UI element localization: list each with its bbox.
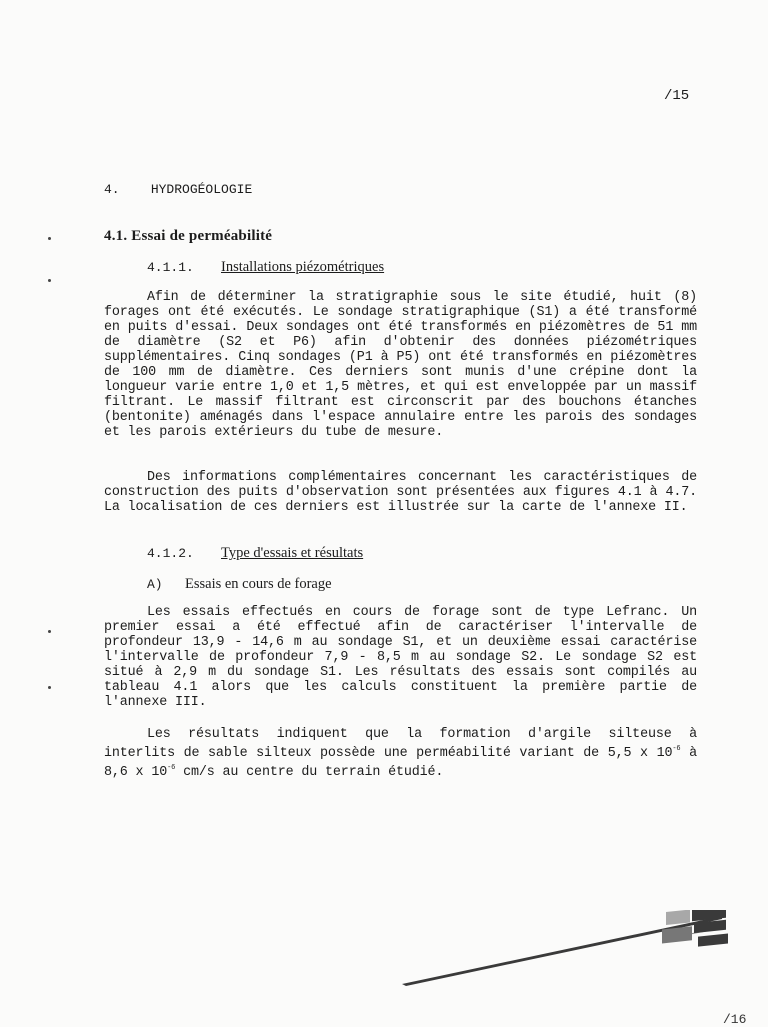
exponent-2: -6 bbox=[167, 764, 176, 772]
section-number: 4. bbox=[104, 182, 120, 197]
item-label: A) bbox=[147, 577, 163, 592]
results-text-c: cm/s au centre du terrain étudié. bbox=[175, 765, 444, 780]
subsection-heading bbox=[104, 228, 272, 245]
item-heading-a bbox=[147, 576, 332, 593]
paragraph-lefranc-tests: Les essais effectués en cours de forage sont de type Lefranc. Un premier essai a été effectué afin de caractériser l'intervalle de profondeur 13,9 - 14,6 m au sondage S1, et un deuxième essai caractérise l'intervalle de profondeur 7,9 - 8,5 m au sondage S2. Le sondage S2 est situé à 2,9 m du sondage S1. Les résultats des essais sont compilés au tableau 4.1 alors que les calculs constituent la première partie de l'annexe III. bbox=[104, 605, 697, 710]
subsubsection-number: 4.1.2. bbox=[147, 546, 194, 561]
subsubsection-heading-411 bbox=[147, 259, 384, 276]
item-title: Essais en cours de forage bbox=[185, 576, 332, 592]
company-logo bbox=[400, 910, 730, 990]
subsubsection-number: 4.1.1. bbox=[147, 260, 194, 275]
page-number: /15 bbox=[664, 88, 690, 104]
subsection-title: Essai de perméabilité bbox=[131, 228, 273, 244]
exponent-1: -6 bbox=[672, 745, 681, 753]
margin-mark bbox=[48, 630, 51, 633]
margin-mark bbox=[48, 237, 51, 240]
results-text-b: à 8,6 x 10 bbox=[104, 746, 697, 780]
section-heading bbox=[104, 182, 252, 197]
paragraph-permeability-results bbox=[104, 727, 697, 780]
paragraph-stratigraphy: Afin de déterminer la stratigraphie sous le site étudié, huit (8) forages ont été exécutés. Le sondage stratigraphique (S1) a été transformé en puits d'essai. Deux sondages ont été transformés en piézomètres de 51 mm de diamètre (S2 et P6) afin d'obtenir des données piézométriques supplémentaires. Cinq sondages (P1 à P5) ont été transformés en piézomètres de 100 mm de diamètre. Ces derniers sont munis d'une crépine dont la longueur varie entre 1,0 et 1,5 mètres, et qui est enveloppée par un massif filtrant. Le massif filtrant est circonscrit par des bouchons étanches (bentonite) aménagés dans l'espace annulaire entre les parois des sondages et les parois extérieurs du tube de mesure. bbox=[104, 290, 697, 440]
logo-block bbox=[666, 910, 690, 925]
results-text-a: Les résultats indiquent que la formation d'argile silteuse à interlits de sable silteux possède une perméabilité variant de 5,5 x 10 bbox=[104, 727, 697, 761]
subsubsection-title: Type d'essais et résultats bbox=[221, 545, 364, 561]
logo-swoosh bbox=[402, 916, 722, 986]
paragraph-complementary-info: Des informations complémentaires concernant les caractéristiques de construction des puits d'observation sont présentées aux figures 4.1 à 4.7. La localisation de ces derniers est illustrée sur la carte de l'annexe II. bbox=[104, 470, 697, 515]
subsection-number: 4.1. bbox=[104, 228, 128, 244]
footer-page-number: /16 bbox=[723, 1012, 747, 1027]
logo-block bbox=[698, 934, 728, 947]
subsubsection-title: Installations piézométriques bbox=[221, 259, 385, 275]
subsubsection-heading-412 bbox=[147, 545, 363, 562]
margin-mark bbox=[48, 279, 51, 282]
margin-mark bbox=[48, 686, 51, 689]
section-title: HYDROGÉOLOGIE bbox=[150, 182, 253, 197]
